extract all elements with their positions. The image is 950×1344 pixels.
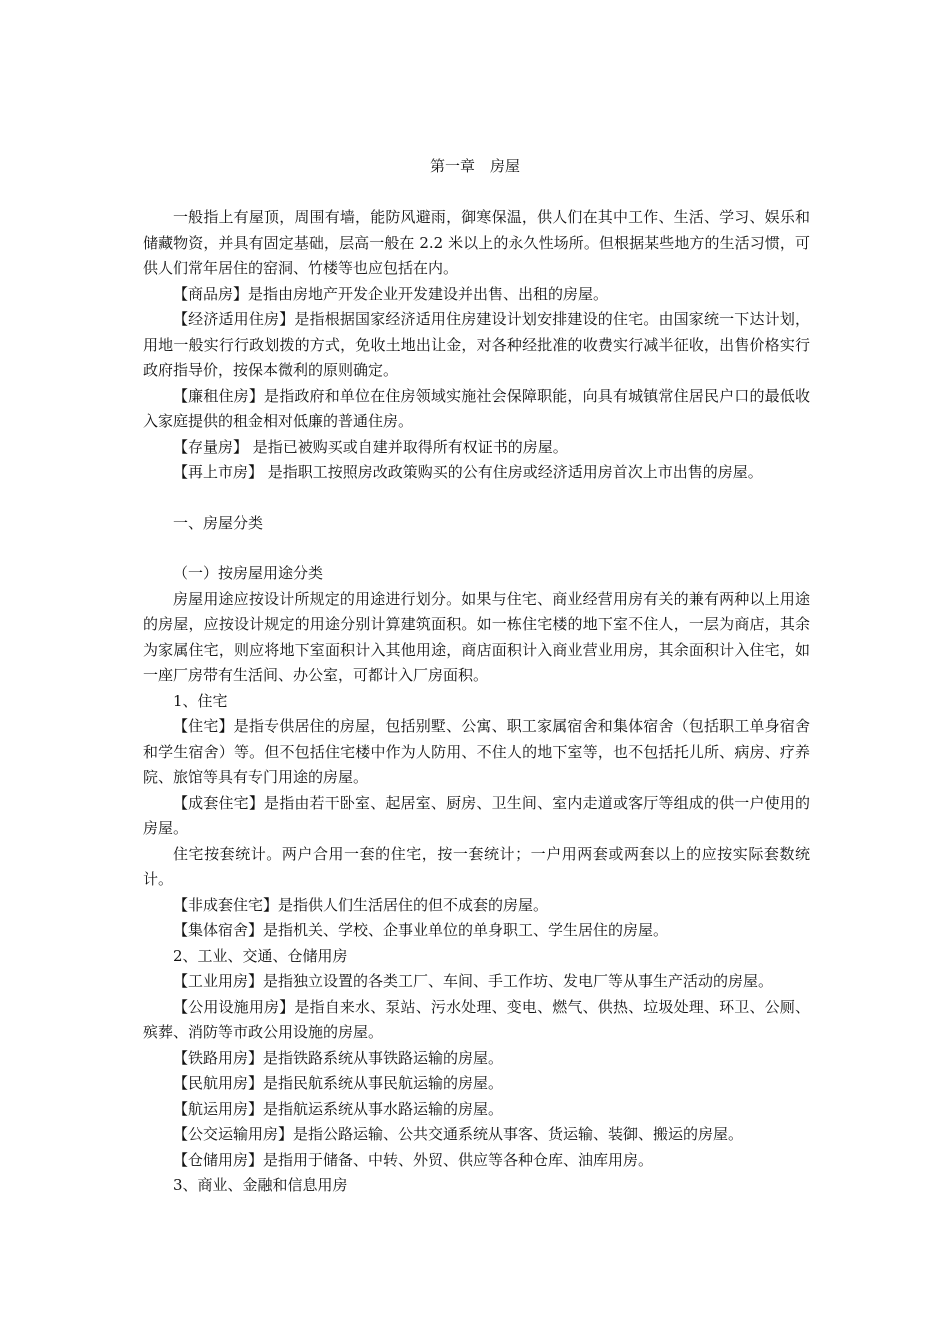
paragraph-use-division: 房屋用途应按设计所规定的用途进行划分。如果与住宅、商业经营用房有关的兼有两种以上用途的房屋，应按设计规定的用途分别计算建筑面积。如一栋住宅楼的地下室不住人，一层为商店，其余为家属住宅，则应将地下室面积计入其他用途，商店面积计入商业营业用房，其余面积计入住宅，如一座厂房带有生活间、办公室，可都计入厂房面积。 — [143, 589, 810, 684]
paragraph-low-rent-housing: 【廉租住房】是指政府和单位在住房领域实施社会保障职能，向具有城镇常住居民户口的最低收入家庭提供的租金相对低廉的普通住房。 — [143, 386, 810, 430]
document-body — [143, 205, 810, 1199]
paragraph-industrial: 【工业用房】是指独立设置的各类工厂、车间、手工作坊、发电厂等从事生产活动的房屋。 — [173, 972, 774, 990]
paragraph-aviation: 【民航用房】是指民航系统从事民航运输的房屋。 — [173, 1074, 504, 1092]
paragraph-dormitory: 【集体宿舍】是指机关、学校、企事业单位的单身职工、学生居住的房屋。 — [173, 921, 669, 939]
paragraph-public-transport: 【公交运输用房】是指公路运输、公共交通系统从事客、货运输、装御、搬运的房屋。 — [173, 1125, 744, 1143]
paragraph-railway: 【铁路用房】是指铁路系统从事铁路运输的房屋。 — [173, 1048, 504, 1067]
paragraph-commercial-housing: 【商品房】是指由房地产开发企业开发建设并出售、出租的房屋。 — [173, 284, 609, 303]
spacer — [143, 486, 810, 511]
paragraph-storage: 【仓储用房】是指用于储备、中转、外贸、供应等各种仓库、油库用房。 — [173, 1150, 654, 1169]
item-heading-residential: 1、住宅 — [173, 691, 228, 710]
paragraph-public-utility: 【公用设施用房】是指自来水、泵站、污水处理、变电、燃气、供热、垃圾处理、环卫、公厕、殡葬、消防等市政公用设施的房屋。 — [143, 997, 810, 1041]
chapter-title: 第一章 房屋 — [429, 157, 520, 175]
paragraph-complete-unit: 【成套住宅】是指由若干卧室、起居室、厨房、卫生间、室内走道或客厅等组成的供一户使用的房屋。 — [143, 793, 810, 837]
paragraph-residential: 【住宅】是指专供居住的房屋，包括别墅、公寓、职工家属宿舍和集体宿舍（包括职工单身宿舍和学生宿舍）等。但不包括住宅楼中作为人防用、不住人的地下室等，也不包括托儿所、病房、疗养院、旅馆等具有专门用途的房屋。 — [143, 717, 810, 786]
subsection-heading-by-use: （一）按房屋用途分类 — [173, 564, 324, 582]
paragraph-house-definition: 一般指上有屋顶，周围有墙，能防风避雨，御寒保温，供人们在其中工作、生活、学习、娱乐和储藏物资，并具有固定基础，层高一般在 2.2 米以上的永久性场所。但根据某些地方的生活习惯，可供人们常年居住的窑洞、竹楼等也应包括在内。 — [143, 208, 810, 277]
paragraph-shipping: 【航运用房】是指航运系统从事水路运输的房屋。 — [173, 1099, 504, 1118]
paragraph-existing-housing: 【存量房】 是指已被购买或自建并取得所有权证书的房屋。 — [173, 437, 568, 456]
item-heading-commercial: 3、商业、金融和信息用房 — [173, 1176, 348, 1194]
paragraph-unit-count: 住宅按套统计。两户合用一套的住宅，按一套统计；一户用两套或两套以上的应按实际套数统计。 — [143, 844, 810, 888]
item-heading-industrial: 2、工业、交通、仓储用房 — [173, 946, 348, 965]
paragraph-non-complete-unit: 【非成套住宅】是指供人们生活居住的但不成套的房屋。 — [173, 895, 549, 914]
paragraph-resale-housing: 【再上市房】 是指职工按照房改政策购买的公有住房或经济适用房首次上市出售的房屋。 — [173, 463, 763, 481]
section-heading-classification: 一、房屋分类 — [173, 513, 264, 532]
paragraph-affordable-housing: 【经济适用住房】是指根据国家经济适用住房建设计划安排建设的住宅。由国家统一下达计划，用地一般实行行政划拨的方式，免收土地出让金，对各种经批准的收费实行减半征收，出售价格实行政府指导价，按保本微利的原则确定。 — [143, 310, 810, 379]
spacer — [143, 536, 810, 561]
